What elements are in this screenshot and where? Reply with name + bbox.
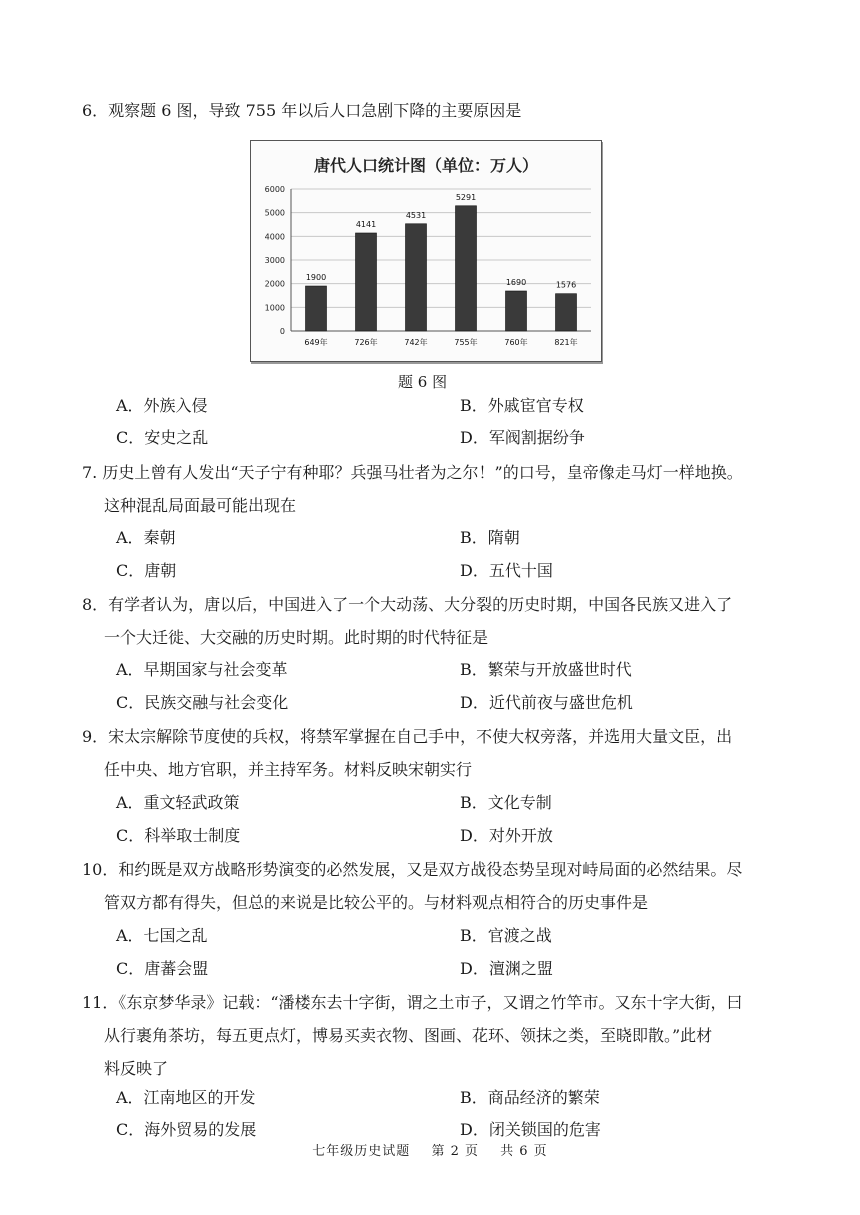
- y-tick-label: 5000: [264, 208, 285, 218]
- q11-option-d[interactable]: D．闭关锁国的危害: [460, 1120, 601, 1139]
- q7-option-c[interactable]: C．唐朝: [116, 561, 177, 580]
- question-7-line-2: 这种混乱局面最可能出现在: [104, 496, 297, 515]
- q11-option-a[interactable]: A．江南地区的开发: [116, 1088, 256, 1107]
- y-tick-label: 0: [279, 327, 285, 336]
- question-8: [82, 588, 792, 654]
- question-7: [82, 456, 792, 522]
- y-tick-label: 3000: [264, 256, 285, 265]
- q8-option-d[interactable]: D．近代前夜与盛世危机: [460, 693, 633, 712]
- q6-option-c[interactable]: C．安史之乱: [116, 428, 209, 447]
- question-11: [82, 986, 792, 1085]
- data-label: 4531: [405, 210, 427, 220]
- bar: [556, 294, 577, 331]
- question-9: [82, 720, 792, 786]
- question-11-line-2: 从行裹角茶坊，每五更点灯，博易买卖衣物、图画、花环、领抹之类，至晓即散。”此材: [104, 1026, 713, 1045]
- x-tick-label: 742年: [404, 338, 428, 347]
- q8-option-a[interactable]: A．早期国家与社会变革: [116, 660, 288, 679]
- question-10-line-1: 10．和约既是双方战略形势演变的必然发展，又是双方战役态势呈现对峙局面的必然结果。尽: [82, 860, 743, 879]
- x-tick-label: 755年: [454, 338, 478, 347]
- question-7-line-1: 7. 历史上曾有人发出“天子宁有种耶？兵强马壮者为之尔！”的口号，皇帝像走马灯一样地换。: [82, 463, 743, 482]
- q7-option-d[interactable]: D．五代十国: [460, 561, 553, 580]
- footer-page-number: 第 2 页: [431, 1144, 479, 1159]
- q10-option-c[interactable]: C．唐蕃会盟: [116, 959, 209, 978]
- question-9-line-2: 任中央、地方官职，并主持军务。材料反映宋朝实行: [104, 760, 473, 779]
- q11-option-b[interactable]: B．商品经济的繁荣: [460, 1088, 600, 1107]
- question-11-line-1: 11．《东京梦华录》记载：“潘楼东去十字街，谓之土市子，又谓之竹竿市。又东十字大街，曰: [82, 993, 743, 1012]
- q7-option-a[interactable]: A．秦朝: [116, 528, 176, 547]
- y-tick-label: 4000: [264, 232, 285, 242]
- x-tick-label: 726年: [354, 338, 378, 347]
- bar: [506, 291, 527, 331]
- footer-total-pages: 共 6 页: [500, 1144, 548, 1159]
- q6-option-b[interactable]: B．外戚宦官专权: [460, 396, 584, 415]
- data-label: 1576: [555, 280, 577, 290]
- chart-caption: 题 6 图: [398, 373, 448, 391]
- population-chart-svg: [251, 141, 601, 361]
- page-footer: [0, 1140, 860, 1159]
- question-6: [82, 94, 792, 127]
- question-8-line-2: 一个大迁徙、大交融的历史时期。此时期的时代特征是: [104, 628, 489, 647]
- question-8-line-1: 8．有学者认为，唐以后，中国进入了一个大动荡、大分裂的历史时期，中国各民族又进入了: [82, 595, 733, 614]
- q9-option-c[interactable]: C．科举取士制度: [116, 826, 241, 845]
- q11-option-c[interactable]: C．海外贸易的发展: [116, 1120, 257, 1139]
- q8-option-c[interactable]: C．民族交融与社会变化: [116, 693, 289, 712]
- chart-title: 唐代人口统计图（单位：万人）: [313, 156, 539, 175]
- q10-option-d[interactable]: D．澶渊之盟: [460, 959, 553, 978]
- question-9-line-1: 9．宋太宗解除节度使的兵权，将禁军掌握在自己手中，不使大权旁落，并选用大量文臣，出: [82, 727, 733, 746]
- q10-option-b[interactable]: B．官渡之战: [460, 926, 552, 945]
- x-tick-label: 821年: [554, 338, 578, 347]
- bar: [356, 233, 377, 331]
- footer-subject: 七年级历史试题: [312, 1144, 411, 1159]
- x-tick-label: 760年: [504, 338, 528, 347]
- question-10-line-2: 管双方都有得失，但总的来说是比较公平的。与材料观点相符合的历史事件是: [104, 893, 649, 912]
- q6-option-d[interactable]: D．军阀割据纷争: [460, 428, 585, 447]
- data-label: 1900: [305, 273, 327, 283]
- bar: [456, 206, 477, 331]
- question-11-line-3: 料反映了: [104, 1059, 169, 1078]
- q6-option-a[interactable]: A．外族入侵: [116, 396, 208, 415]
- y-tick-label: 2000: [264, 279, 285, 289]
- q9-option-a[interactable]: A．重文轻武政策: [116, 793, 240, 812]
- q9-option-d[interactable]: D．对外开放: [460, 826, 553, 845]
- question-6-stem: 6．观察题 6 图，导致 755 年以后人口急剧下降的主要原因是: [82, 101, 522, 120]
- q10-option-a[interactable]: A．七国之乱: [116, 926, 208, 945]
- population-chart: [250, 140, 602, 362]
- y-tick-label: 6000: [264, 185, 285, 194]
- q8-option-b[interactable]: B．繁荣与开放盛世时代: [460, 660, 632, 679]
- x-tick-label: 649年: [304, 338, 328, 347]
- data-label: 4141: [355, 219, 377, 229]
- data-label: 1690: [505, 278, 527, 288]
- q9-option-b[interactable]: B．文化专制: [460, 793, 552, 812]
- q7-option-b[interactable]: B．隋朝: [460, 528, 520, 547]
- bar: [306, 286, 327, 331]
- data-label: 5291: [455, 192, 477, 202]
- y-tick-label: 1000: [264, 303, 285, 313]
- question-10: [82, 853, 792, 919]
- bar: [406, 224, 427, 331]
